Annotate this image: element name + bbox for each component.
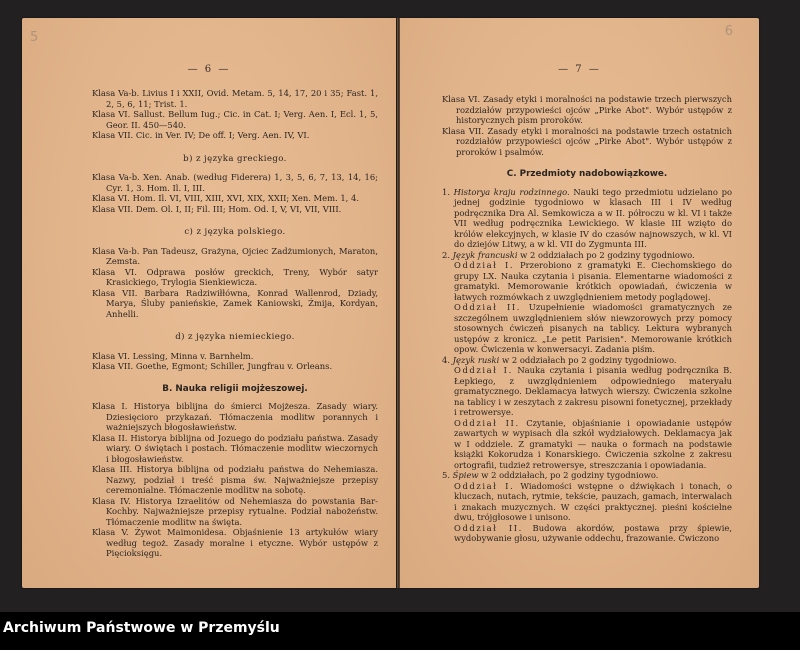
curriculum-entry: Klasa III. Historya biblijna od podziału państwa do Nehemiasza. Nazwy, podział i treść pisma św. Najważniejsze przepisy ceremonialne. Tłómaczenie modlitw na sobotę. [92, 464, 378, 495]
left-page-content [92, 88, 378, 559]
right-page [400, 18, 759, 588]
subject-section: Oddział I. Przerobiono z gramatyki E. Ciechomskiego do grupy LX. Nauka czytania i pisania. Elementarne wiadomości z gramatyki. Memorowanie krótkich opowiadań, ćwiczenia w łatwych rozmówkach z uwzględnieniem metody poglądowej. [454, 260, 732, 302]
archive-name: Archiwum Państwowe w Przemyślu [3, 620, 280, 636]
religion-curriculum [92, 401, 378, 559]
greek-heading: b) z języka greckiego. [183, 153, 287, 164]
polish-heading: c) z języka polskiego. [184, 227, 286, 237]
subject-section: Oddział II. Budowa akordów, postawa przy śpiewie, wydobywanie głosu, używanie oddechu, frazowanie. Ćwiczono [454, 522, 733, 543]
subject-item: 2. Język francuski w 2 oddziałach po 2 godziny tygodniowo. [442, 249, 695, 260]
reading-entry: Klasa Va-b. Livius I i XXII, Ovid. Metam. 5, 14, 17, 20 i 35; Fast. 1, 2, 5, 6, 11; Trist. 1. [92, 88, 378, 109]
reading-entry: Klasa VI. Odprawa posłów greckich, Treny, Wybór satyr Krasickiego, Trylogia Sienkiewicza. [92, 266, 378, 287]
reading-entry: Klasa Va-b. Xen. Anab. (według Fiderera) 1, 3, 5, 6, 7, 13, 14, 16; Cyr. 1, 3. Hom. Il. I, III. [92, 172, 378, 193]
reading-entry: Klasa Va-b. Pan Tadeusz, Grażyna, Ojciec Zadżumionych, Maraton, Zemsta. [92, 245, 378, 266]
religion-curriculum-continued [442, 94, 732, 157]
reading-entry: Klasa VII. Cic. in Ver. IV; De off. I; Verg. Aen. IV, VI. [92, 130, 310, 140]
curriculum-entry: Klasa VII. Zasady etyki i moralności na podstawie trzech ostatnich rozdziałów przypowieści ojców „Pirke Abot". Wybór ustępów z proroków i psalmów. [442, 125, 732, 157]
polish-readings [92, 246, 378, 320]
subject-section: Oddział I. Nauka czytania i pisania według podręcznika B. Łepkiego, z uwzględnieniem odpowiedniego materyału gramatycznego. Deklamacya łatwych wierszy. Ćwiczenia szkolne na tablicy i w zeszytach z zakresu pisowni fonetycznej, przekłady i retrowersye. [454, 365, 732, 417]
reading-entry: Klasa VII. Goethe, Egmont; Schiller, Jungfrau v. Orleans. [92, 361, 333, 371]
subject-item: 5. Śpiew w 2 oddziałach, po 2 godziny tygodniowo. [442, 470, 659, 480]
greek-readings [92, 172, 378, 214]
german-heading: d) z języka niemieckiego. [175, 332, 295, 342]
german-readings [92, 351, 378, 372]
reading-entry: Klasa VI. Hom. Il. VI, VIII, XIII, XVI, XIX, XXII; Xen. Mem. 1, 4. [92, 193, 359, 203]
pencil-page-mark: 5 [30, 30, 39, 45]
curriculum-entry: Klasa II. Historya biblijna od Jozuego do podziału państwa. Zasady wiary. O świętach i postach. Tłómaczenie modlitw wieczornych i błogosławieństw. [92, 432, 378, 464]
reading-entry: Klasa VI. Sallust. Bellum Iug.; Cic. in Cat. I; Verg. Aen. I, Ecl. 1, 5, Geor. II. 450—540. [92, 109, 378, 130]
archive-footer [0, 612, 800, 650]
subject-section: Oddział I. Wiadomości wstępne o dźwiękach i tonach, o kluczach, nutach, rytmie, tekście, pauzach, gamach, interwalach i znakach muzycznych. W części praktycznej. pieśni kościelne dwu, trójgłosowe i unisono. [454, 480, 732, 522]
pencil-page-mark: 6 [724, 24, 733, 39]
curriculum-entry: Klasa V. Żywot Maimonidesa. Objaśnienie 13 artykułów wiary według tegoż. Zasady moralne i etyczne. Wybór ustępów z Pięcioksięgu. [92, 527, 378, 558]
optional-subjects-heading: C. Przedmioty nadobowiązkowe. [506, 169, 668, 179]
page-number: — 6 — [187, 64, 231, 75]
optional-subjects [442, 187, 732, 544]
reading-entry: Klasa VII. Barbara Radziwiłłówna, Konrad Wallenrod, Dziady, Marya, Śluby panieńskie, Zamek Kaniowski, Żmija, Kordyan, Anhelli. [92, 287, 379, 319]
left-page [22, 18, 396, 588]
curriculum-entry: Klasa I. Historya biblijna do śmierci Mojżesza. Zasady wiary. Dziesięcioro przykazań. Tłómaczenia modlitw porannych i ważniejszych błogosławieństw. [92, 401, 378, 432]
reading-entry: Klasa VII. Dem. Ol. I, II; Fil. III; Hom. Od. I, V, VI, VII, VIII. [92, 203, 342, 214]
curriculum-entry: Klasa VI. Zasady etyki i moralności na podstawie trzech pierwszych rozdziałów przypowieści ojców „Pirke Abot". Wybór ustępów z historycznych pism proroków. [442, 94, 732, 125]
subject-item: 4. Język ruski w 2 oddziałach po 2 godziny tygodniowo. [442, 354, 677, 365]
subject-section: Oddział II. Uzupełnienie wiadomości gramatycznych ze szczególnem uwzględnieniem słów niewzorowych przy pomocy stosownych ćwiczeń pisanych na tablicy. Lektura wybranych ustępów z kronicz. „Le petit Parisien". Memorowanie krótkich opow. Ćwiczenia w konwersacyi. Zadania piśm. [454, 302, 732, 354]
page-number: — 7 — [558, 64, 601, 75]
latin-readings [92, 88, 378, 141]
curriculum-entry: Klasa IV. Historya Izraelitów od Nehemiasza do powstania Bar-Kochby. Najważniejsze przepisy rytualne. Podział nabożeństw. Tłómaczenie modlitw na święta. [92, 495, 379, 527]
right-page-content [442, 94, 732, 544]
religion-heading: B. Nauka religii mojżeszowej. [162, 383, 308, 394]
subject-item: 1. Historya kraju rodzinnego. Nauki tego przedmiotu udzielano po jednej godzinie tygodniowo w klasach III i IV według podręcznika Dra Al. Semkowicza a w II. półroczu w kl. VI i także VII według podręcznika Lewickiego. W klasie III wzięto do królów elekcyjnych, w klasie IV do czasów najnowszych, w kl. VI do dziejów Litwy, a w kl. VII do Zygmunta III. [442, 186, 732, 249]
reading-entry: Klasa VI. Lessing, Minna v. Barnhelm. [92, 350, 254, 361]
subject-section: Oddział II. Czytanie, objaśnianie i opowiadanie ustępów zawartych w wypisach dla szkół wydziałowych. Deklamacya jak w I oddziele. Z gramatyki — nauka o formach na podstawie książki Kokorudza i Konarskiego. Ćwiczenia szkolne z zakresu ortografii, tudzież retrowersye, streszczania i opowiadania. [454, 417, 732, 470]
